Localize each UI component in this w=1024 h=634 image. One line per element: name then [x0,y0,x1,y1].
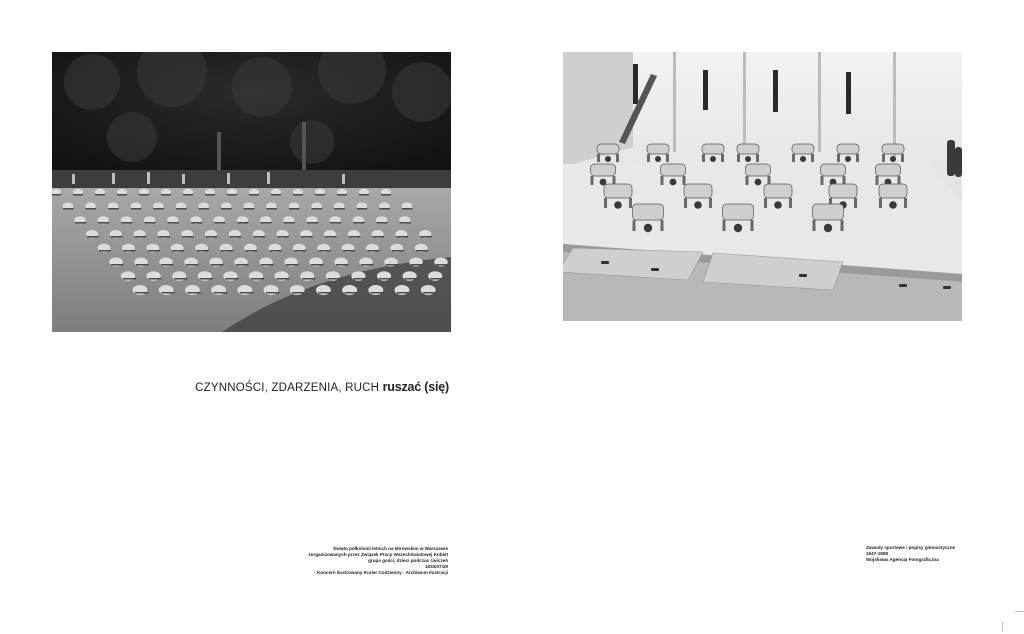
photo-figure-shadow [292,292,306,294]
photo-figure-shadow [337,194,347,196]
photo-gymnast-limb [792,154,795,162]
photo-gymnast [879,184,907,198]
photo-gymnast-limb [616,154,619,162]
photo-figure-shadow [86,208,97,210]
photo-figure-shadow [148,250,160,252]
photo-figure-shadow [149,278,162,280]
photo-figure-shadow [270,250,282,252]
photo-figure-shadow [161,264,174,266]
photo-figure-shadow [302,278,315,280]
photo-gymnast-limb [901,154,904,162]
photo-figure-shadow [423,292,437,294]
photo-figure-shadow [135,292,149,294]
photo-figure-shadow [73,194,83,196]
photo-gymnast-head [655,156,661,162]
section-heading [195,380,449,394]
photo-figure-shadow [123,250,135,252]
photo-figure-shadow [136,264,149,266]
photo-figure-shadow [328,278,341,280]
photo-gymnast [702,144,724,154]
photo-figure-shadow [200,278,213,280]
photo-gymnast-limb [661,176,664,185]
photo-figure-shadow [359,194,369,196]
caption-right-line: Zawody sportowe i popisy gimnastyczne [866,545,956,550]
photo-figure-shadow [131,208,142,210]
photo-figure-shadow [353,278,366,280]
photo-figure-shadow [111,264,124,266]
photo-gymnast [633,204,664,220]
caption-left-line: grupa gości, dzieci podczas ćwiczeń [368,557,448,563]
photo-figure-shadow [75,222,86,224]
photo-figure-shadow [158,236,170,238]
photo-figure-shadow [230,236,242,238]
photo-figure-shadow [251,278,264,280]
photo-gymnast-head [890,156,896,162]
photo-gymnast [597,144,619,154]
photo-figure-shadow [353,222,364,224]
photo-figure-shadow [206,236,218,238]
photo-figure-shadow [214,222,225,224]
photo-gymnast [876,164,901,176]
photo-gymnastics-courtyard [563,52,962,321]
photo-gymnast-limb [684,198,687,208]
photo-gymnast-head [889,201,897,209]
caption-left-line: - Koncern Ilustrowany Kurier Codzienny - Archiwum Ilustracji [314,569,448,575]
caption-right-line: 1947-1958 [866,550,888,556]
photo-figure-shadow [139,194,149,196]
photo-right-artwork [563,52,962,321]
photo-gymnast-head [774,201,782,209]
caption-left-line: 1933/07/29 [425,563,448,569]
photo-gymnast-limb [882,154,885,162]
photo-gymnast-limb [647,154,650,162]
photo-gymnast-head [755,179,762,186]
photo-figure-shadow [221,208,232,210]
photo-gymnast-head [734,224,742,232]
photo-figure-shadow [416,250,428,252]
photo-figure-shadow [121,222,132,224]
photo-gymnast-limb [633,220,636,231]
photo-figure-shadow [379,208,390,210]
photo-figure-shadow [237,222,248,224]
photo-gymnast [647,144,669,154]
photo-figure-shadow [345,292,359,294]
photo-figure-shadow [277,278,290,280]
photo-figure-shadow [293,194,303,196]
photo-gymnast [723,204,754,220]
photo-gymnast [837,144,859,154]
photo-gymnast-head [670,179,677,186]
photo-figure-shadow [261,264,274,266]
photo-figure-shadow [315,194,325,196]
photo-gymnast-limb [661,220,664,231]
photo-figure-shadow [145,222,156,224]
photo-gymnast-limb [789,198,792,208]
photo-gymnast-head [745,156,751,162]
photo-gymnast-head [605,156,611,162]
photo-figure-shadow [312,208,323,210]
photo-figure-shadow [245,250,257,252]
photo-figure-shadow [318,292,332,294]
photo-figure-shadow [108,208,119,210]
photo-figure-shadow [221,250,233,252]
photo-gymnast-limb [591,176,594,185]
photo-gymnast-limb [756,154,759,162]
photo-figure-shadow [289,208,300,210]
photo-gymnast-limb [702,154,705,162]
photo-gymnast-limb [856,154,859,162]
photo-figure-shadow [430,278,443,280]
photo-gymnast-limb [721,154,724,162]
photo-figure-shadow [271,194,281,196]
photo-figure-shadow [191,222,202,224]
photo-figure-shadow [249,194,259,196]
photo-gymnast-limb [723,220,726,231]
photo-figure-shadow [214,292,228,294]
photo-figure-shadow [377,222,388,224]
page-edge-tick [1002,622,1003,631]
photo-figure-shadow [381,194,391,196]
photo-figure-shadow [286,264,299,266]
caption-left-line: Święto półkolonii letnich na Mirowskim w Warszawie [333,546,448,551]
photo-figure-shadow [266,292,280,294]
photo-figure-shadow [379,278,392,280]
photo-gymnast-limb [813,220,816,231]
photo-children-exercising-park [52,52,451,332]
photo-gymnast-head [845,156,851,162]
photo-figure-shadow [311,264,324,266]
photo-figure-shadow [343,250,355,252]
photo-figure-shadow [330,222,341,224]
photo-gymnast-head [710,156,716,162]
photo-figure-shadow [357,208,368,210]
photo-figure-shadow [254,236,266,238]
photo-figure-shadow [98,222,109,224]
photo-figure-shadow [294,250,306,252]
photo-figure-shadow [396,236,408,238]
photo-figure-shadow [373,236,385,238]
section-category: CZYNNOŚCI, ZDARZENIA, RUCH [195,382,380,394]
photo-gymnast [746,164,771,176]
photo-figure-shadow [307,222,318,224]
photo-gymnast [882,144,904,154]
photo-figure-shadow [52,194,61,196]
photo-gymnast-limb [629,198,632,208]
photo-figure-shadow [325,236,337,238]
photo-figure-shadow [174,278,187,280]
photo-figure-shadow [240,292,254,294]
photo-figure-shadow [199,208,210,210]
photo-left-artwork [52,52,451,332]
photo-figure-shadow [236,264,249,266]
photo-gymnast-head [800,156,806,162]
photo-gymnast [764,184,792,198]
photo-figure-shadow [168,222,179,224]
photo-gymnast-limb [854,198,857,208]
photo-gymnast-limb [683,176,686,185]
photo-figure-shadow [386,264,399,266]
photo-gymnast-limb [746,176,749,185]
photo-figure-shadow [197,250,209,252]
photo-figure-shadow [420,236,432,238]
photo-figure-shadow [392,250,404,252]
photo-gymnast-limb [904,198,907,208]
photo-figure-shadow [205,194,215,196]
photo-figure-shadow [411,264,424,266]
photo-figure-shadow [172,250,184,252]
photo-figure-shadow [176,208,187,210]
photo-figure-shadow [211,264,224,266]
photo-gymnast-limb [604,198,607,208]
photo-figure-shadow [336,264,349,266]
section-word: ruszać (się) [382,380,449,394]
photo-gymnast-limb [811,154,814,162]
photo-figure-shadow [261,222,272,224]
photo-gymnast [737,144,759,154]
photo-gymnast-limb [666,154,669,162]
caption-left [308,546,448,576]
photo-figure-shadow [301,236,313,238]
page-edge-mark [1015,611,1024,612]
photo-figure-shadow [361,264,374,266]
photo-figure-shadow [367,250,379,252]
photo-figure-shadow [117,194,127,196]
photo-gymnast-head [644,224,652,232]
photo-figure-shadow [277,236,289,238]
photo-gymnast-limb [737,154,740,162]
photo-figure-shadow [153,208,164,210]
photo-figure-shadow [111,236,123,238]
photo-figure-shadow [349,236,361,238]
photo-figure-shadow [123,278,136,280]
photo-figure-shadow [436,264,449,266]
photo-figure-shadow [225,278,238,280]
caption-right-line: Wojskowa Agencja Fotograficzna [866,556,939,562]
photo-figure-shadow [183,194,193,196]
photo-gymnast [813,204,844,220]
photo-gymnast [684,184,712,198]
photo-gymnast [792,144,814,154]
caption-left-line: zorganizowanych przez Związek Pracy Wszechświatowej Kobiet [308,551,448,557]
photo-figure-shadow [135,236,147,238]
photo-gymnast [829,184,857,198]
photo-figure-shadow [186,264,199,266]
photo-figure-shadow [161,194,171,196]
photo-gymnast-limb [876,176,879,185]
photo-figure-shadow [87,236,99,238]
photo-gymnast-limb [841,220,844,231]
photo-figure-shadow [400,222,411,224]
photo-figure-shadow [397,292,411,294]
photo-figure-shadow [284,222,295,224]
photo-gymnast-limb [879,198,882,208]
right-page [512,0,1024,634]
caption-right [866,545,955,563]
photo-gymnast [661,164,686,176]
photo-gymnast-head [614,201,622,209]
photo-gymnast-head [694,201,702,209]
photo-figure-shadow [402,208,413,210]
photo-gymnast-limb [597,154,600,162]
photo-figure-shadow [266,208,277,210]
photo-gymnast [591,164,616,176]
photo-figure-shadow [405,278,418,280]
photo-figure-shadow [227,194,237,196]
photo-figure-shadow [63,208,74,210]
photo-figure-shadow [371,292,385,294]
photo-gymnast-head [600,179,607,186]
photo-figure-shadow [187,292,201,294]
photo-gymnast [604,184,632,198]
photo-gymnast-limb [837,154,840,162]
photo-gymnast-limb [709,198,712,208]
photo-figure-shadow [99,250,111,252]
photo-gymnast-head [824,224,832,232]
photo-figure-shadow [161,292,175,294]
photo-figure-shadow [182,236,194,238]
photo-figure-shadow [334,208,345,210]
photo-gymnast-limb [764,198,767,208]
photo-figure-shadow [95,194,105,196]
photo-figure-shadow [319,250,331,252]
photo-gymnast-limb [821,176,824,185]
photo-gymnast [821,164,846,176]
photo-gymnast-limb [751,220,754,231]
photo-figure-shadow [244,208,255,210]
